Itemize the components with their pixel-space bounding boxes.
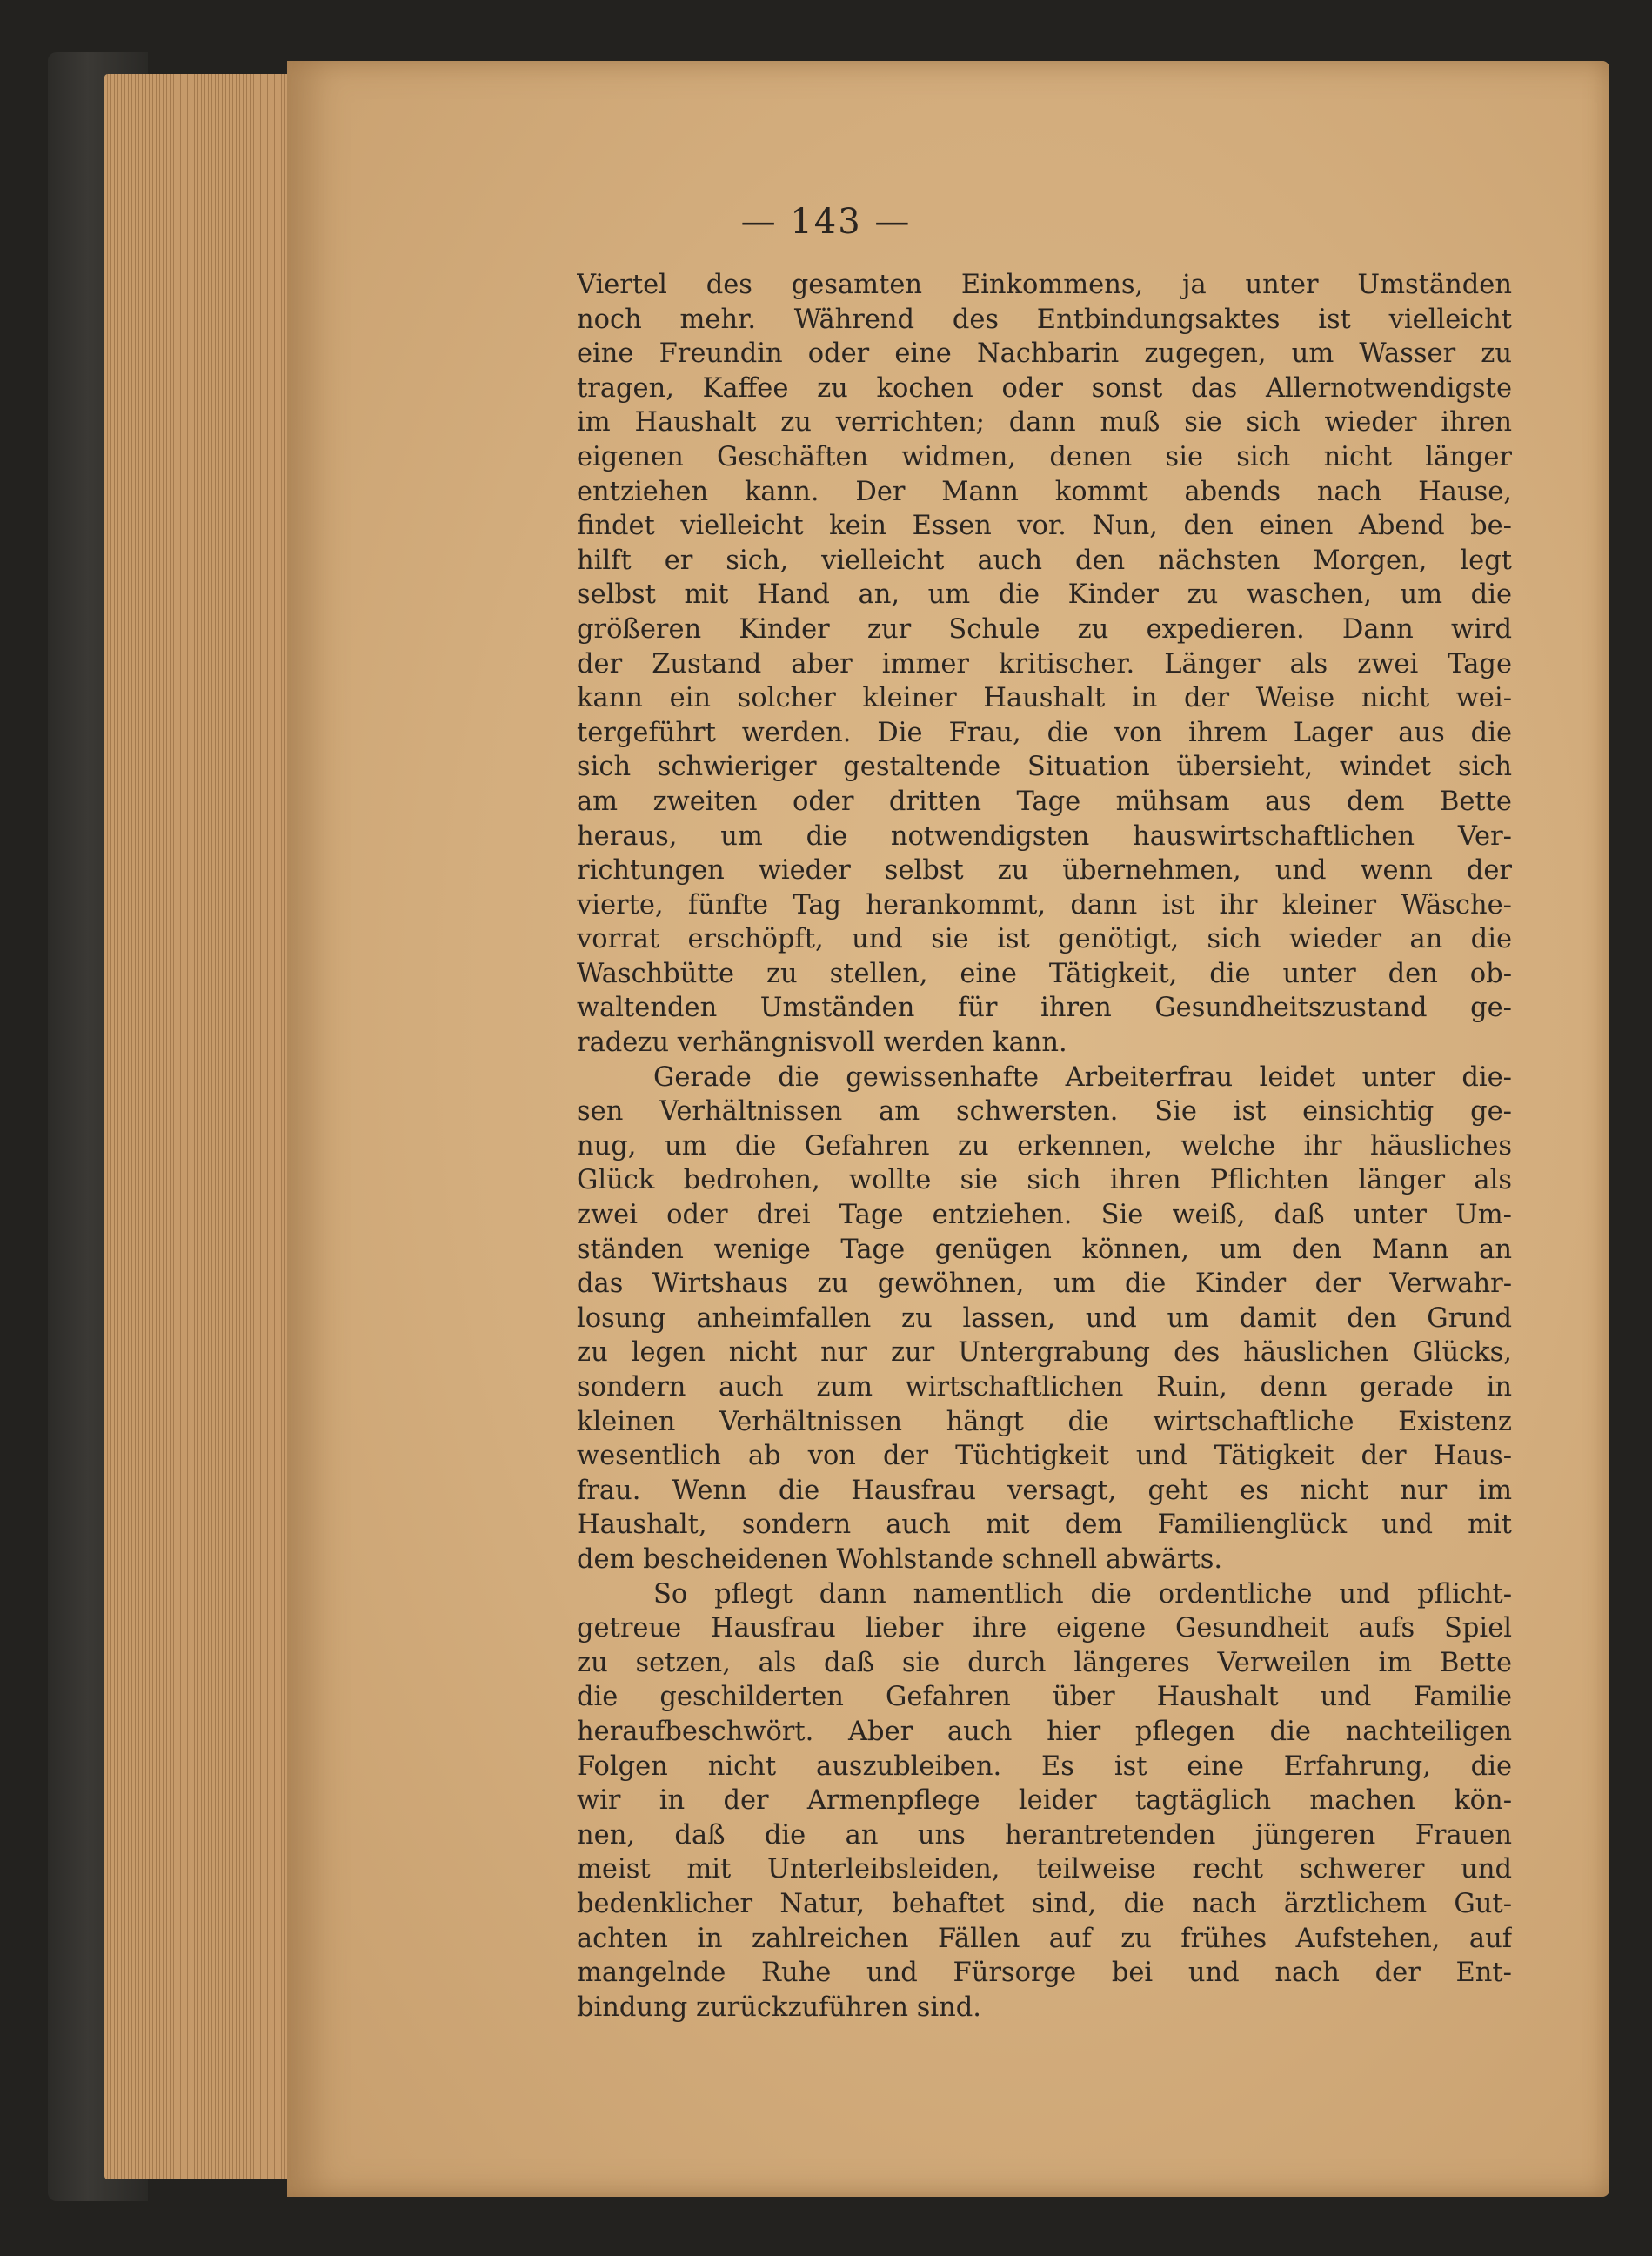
text-line: richtungen wieder selbst zu übernehmen, und wenn der <box>577 855 1512 887</box>
text-line: waltenden Umständen für ihren Gesundheitszustand ge- <box>577 993 1512 1024</box>
text-line: vorrat erschöpft, und sie ist genötigt, sich wieder an die <box>577 924 1512 955</box>
text-line: sen Verhältnissen am schwersten. Sie ist einsichtig ge- <box>577 1096 1512 1128</box>
text-line: nen, daß die an uns herantretenden jüngeren Frauen <box>577 1819 1512 1851</box>
text-line: sondern auch zum wirtschaftlichen Ruin, denn gerade in <box>577 1372 1512 1402</box>
text-line: heraufbeschwört. Aber auch hier pflegen die nachteiligen <box>577 1716 1512 1747</box>
text-line: Waschbütte zu stellen, eine Tätigkeit, die unter den ob- <box>577 958 1512 989</box>
text-line: die geschilderten Gefahren über Haushalt und Familie <box>577 1682 1512 1713</box>
text-line: mangelnde Ruhe und Fürsorge bei und nach der Ent- <box>577 1958 1512 1989</box>
text-line: So pflegt dann namentlich die ordentliche und pflicht- <box>653 1578 1512 1610</box>
text-line: radezu verhängnisvoll werden kann. <box>577 1028 1067 1059</box>
text-line: zu setzen, als daß sie durch längeres Verweilen im Bette <box>577 1647 1512 1678</box>
text-line: ständen wenige Tage genügen können, um den Mann an <box>577 1234 1512 1265</box>
text-line: tergeführt werden. Die Frau, die von ihrem Lager aus die <box>577 717 1512 748</box>
text-line: dem bescheidenen Wohlstande schnell abwärts. <box>577 1543 1223 1575</box>
text-line: Viertel des gesamten Einkommens, ja unter Umständen <box>577 270 1512 300</box>
text-line: bindung zurückzuführen sind. <box>577 1992 981 2023</box>
text-line: eigenen Geschäften widmen, denen sie sich nicht länger <box>577 441 1512 472</box>
text-line: wesentlich ab von der Tüchtigkeit und Tätigkeit der Haus- <box>577 1441 1512 1472</box>
text-line: wir in der Armenpflege leider tagtäglich machen kön- <box>577 1785 1512 1817</box>
text-line: größeren Kinder zur Schule zu expedieren. Dann wird <box>577 613 1512 645</box>
text-line: kann ein solcher kleiner Haushalt in der Weise nicht wei- <box>577 683 1512 714</box>
body-text <box>577 268 1512 2025</box>
text-line: entziehen kann. Der Mann kommt abends nach Hause, <box>577 476 1512 507</box>
text-line: der Zustand aber immer kritischer. Länger als zwei Tage <box>577 648 1512 679</box>
text-line: eine Freundin oder eine Nachbarin zugegen, um Wasser zu <box>577 338 1512 370</box>
text-line: hilft er sich, vielleicht auch den nächsten Morgen, legt <box>577 545 1512 576</box>
text-line: Gerade die gewissenhafte Arbeiterfrau leidet unter die- <box>653 1061 1512 1093</box>
page-number <box>0 202 1652 242</box>
text-line: tragen, Kaffee zu kochen oder sonst das Allernotwendigste <box>577 372 1512 404</box>
text-line: sich schwieriger gestaltende Situation übersieht, windet sich <box>577 752 1512 783</box>
text-line: losung anheimfallen zu lassen, und um damit den Grund <box>577 1302 1512 1334</box>
text-line: frau. Wenn die Hausfrau versagt, geht es nicht nur im <box>577 1475 1512 1506</box>
text-line: noch mehr. Während des Entbindungsaktes ist vielleicht <box>577 304 1512 335</box>
text-line: am zweiten oder dritten Tage mühsam aus dem Bette <box>577 786 1512 817</box>
page-stack-edges <box>104 74 304 2179</box>
text-line: getreue Hausfrau lieber ihre eigene Gesundheit aufs Spiel <box>577 1613 1512 1644</box>
text-line: achten in zahlreichen Fällen auf zu frühes Aufstehen, auf <box>577 1923 1512 1954</box>
text-line: Folgen nicht auszubleiben. Es ist eine Erfahrung, die <box>577 1751 1512 1782</box>
text-line: meist mit Unterleibsleiden, teilweise recht schwerer und <box>577 1854 1512 1885</box>
page-number-text: — 143 — <box>740 202 912 242</box>
text-line: im Haushalt zu verrichten; dann muß sie sich wieder ihren <box>577 407 1512 438</box>
text-line: heraus, um die notwendigsten hauswirtschaftlichen Ver- <box>577 820 1512 852</box>
text-line: bedenklicher Natur, behaftet sind, die nach ärztlichem Gut- <box>577 1888 1512 1919</box>
text-line: das Wirtshaus zu gewöhnen, um die Kinder der Verwahr- <box>577 1269 1512 1300</box>
text-line: findet vielleicht kein Essen vor. Nun, den einen Abend be- <box>577 511 1512 542</box>
text-line: zwei oder drei Tage entziehen. Sie weiß, daß unter Um- <box>577 1200 1512 1231</box>
text-line: kleinen Verhältnissen hängt die wirtschaftliche Existenz <box>577 1406 1512 1437</box>
text-line: Haushalt, sondern auch mit dem Familienglück und mit <box>577 1510 1512 1541</box>
text-line: selbst mit Hand an, um die Kinder zu waschen, um die <box>577 579 1512 611</box>
text-line: nug, um die Gefahren zu erkennen, welche ihr häusliches <box>577 1130 1512 1161</box>
text-line: Glück bedrohen, wollte sie sich ihren Pflichten länger als <box>577 1165 1512 1196</box>
text-line: zu legen nicht nur zur Untergrabung des häuslichen Glücks, <box>577 1337 1512 1369</box>
text-line: vierte, fünfte Tag herankommt, dann ist ihr kleiner Wäsche- <box>577 889 1512 920</box>
